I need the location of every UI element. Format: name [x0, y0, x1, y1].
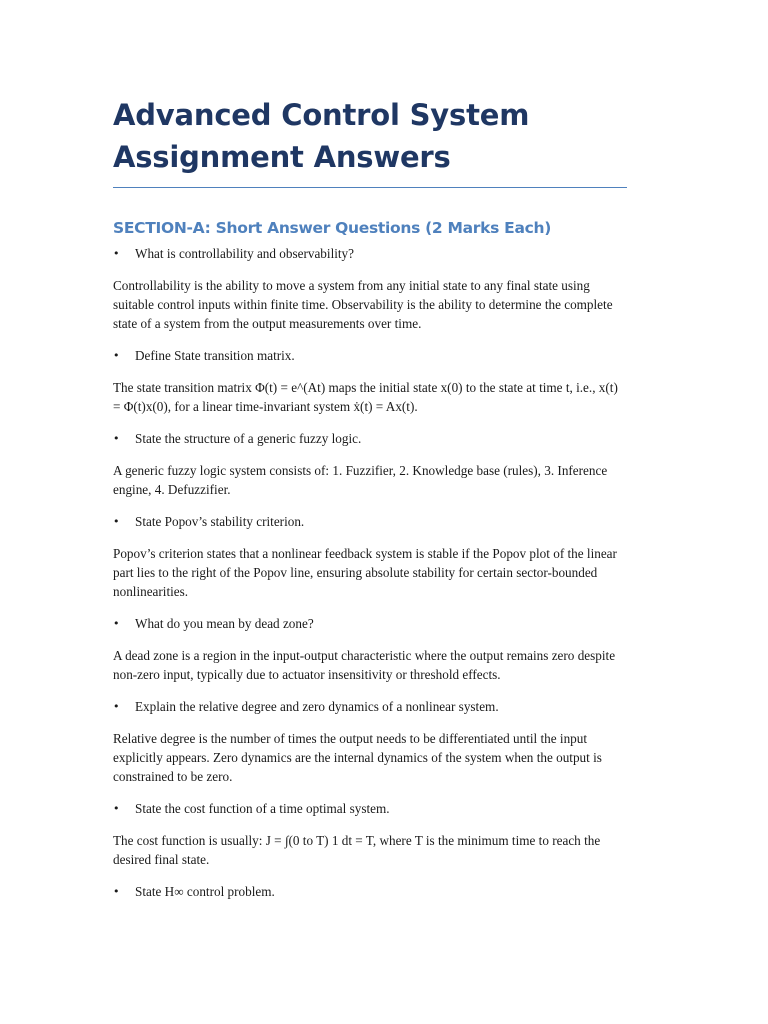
answer-text: Relative degree is the number of times the output needs to be differentiated until the input explicitly appears. Zero dynamics are the internal dynamics of the system when the output is constrained to be zero. [113, 731, 602, 784]
bullet-icon: • [113, 700, 120, 713]
question-item [113, 512, 627, 531]
bullet-icon: • [113, 515, 120, 528]
answer-text: The state transition matrix Φ(t) = e^(At) maps the initial state x(0) to the state at time t, i.e., x(t) = Φ(t)x(0), for a linear time-invariant system ẋ(t) = Ax(t). [113, 380, 618, 414]
question-item [113, 614, 627, 633]
question-item [113, 429, 627, 448]
bullet-icon: • [113, 885, 120, 898]
answer-text: Controllability is the ability to move a system from any initial state to any final state using suitable control inputs within finite time. Observability is the ability to determine the complete state of a system from the output measurements over time. [113, 278, 613, 331]
question-item [113, 697, 627, 716]
qa-list [113, 244, 627, 901]
question-text: Explain the relative degree and zero dynamics of a nonlinear system. [135, 699, 499, 714]
question-item [113, 799, 627, 818]
question-text: State the cost function of a time optimal system. [135, 801, 390, 816]
question-text: State the structure of a generic fuzzy logic. [135, 431, 362, 446]
question-item [113, 244, 627, 263]
bullet-icon: • [113, 617, 120, 630]
question-item [113, 882, 627, 901]
bullet-icon: • [113, 432, 120, 445]
answer-text: Popov’s criterion states that a nonlinear feedback system is stable if the Popov plot of the linear part lies to the right of the Popov line, ensuring absolute stability for certain sector-bounded nonlinearities. [113, 546, 617, 599]
section-heading: SECTION-A: Short Answer Questions (2 Marks Each) [113, 219, 552, 237]
question-item [113, 346, 627, 365]
answer-text: A dead zone is a region in the input-output characteristic where the output remains zero despite non-zero input, typically due to actuator insensitivity or threshold effects. [113, 648, 616, 682]
question-text: What do you mean by dead zone? [135, 616, 314, 631]
answer-text: A generic fuzzy logic system consists of: 1. Fuzzifier, 2. Knowledge base (rules), 3. Inference engine, 4. Defuzzifier. [113, 463, 608, 497]
bullet-icon: • [113, 247, 120, 260]
question-text: What is controllability and observability? [135, 246, 355, 261]
question-text: Define State transition matrix. [135, 348, 295, 363]
answer-text: The cost function is usually: J = ∫(0 to T) 1 dt = T, where T is the minimum time to reach the desired final state. [113, 833, 601, 867]
question-text: State Popov’s stability criterion. [135, 514, 305, 529]
document-page [113, 94, 627, 914]
document-title: Advanced Control System Assignment Answers [113, 94, 627, 188]
bullet-icon: • [113, 802, 120, 815]
question-text: State H∞ control problem. [135, 884, 275, 899]
bullet-icon: • [113, 349, 120, 362]
